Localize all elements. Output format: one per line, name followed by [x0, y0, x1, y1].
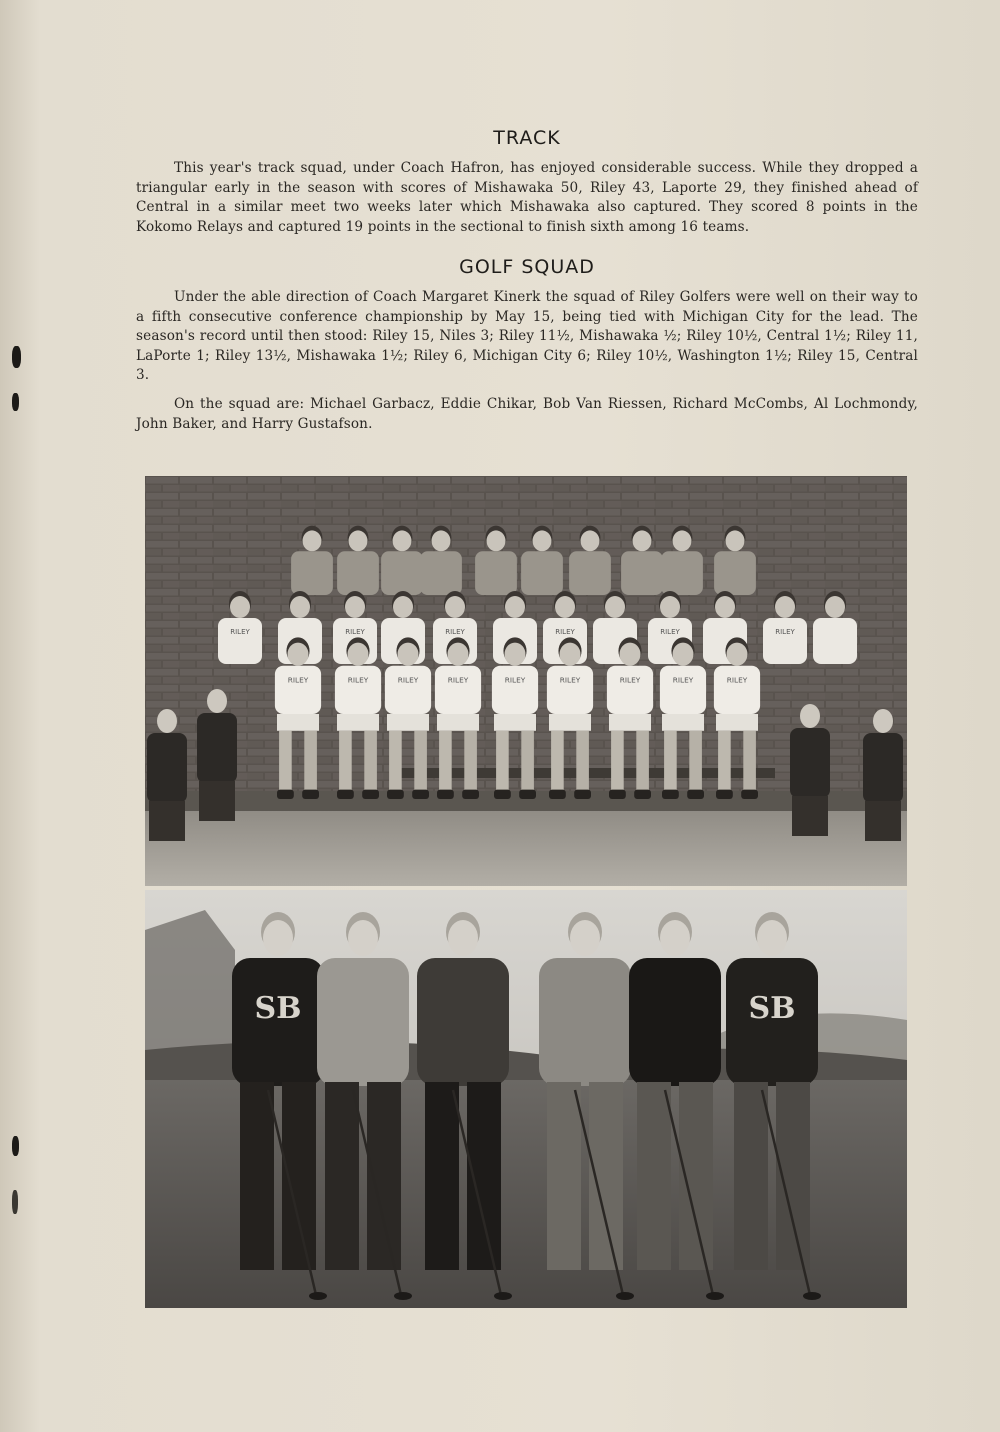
binding-mark: [12, 393, 19, 411]
svg-text:RILEY: RILEY: [397, 675, 419, 685]
golf-paragraph: Under the able direction of Coach Margaret Kinerk the squad of Riley Golfers were well on their way to a fifth consecutive conference championship by May 15, being tied with Michigan City for the lead. The season's record until then stood: Riley 15, Niles 3; Riley 11½, Mishawaka ½; Riley 10½, Central 1½; Riley 11, LaPorte 1; Riley 13½, Mishawaka 1½; Riley 6, Michigan City 6; Riley 10½, Washington 1½; Riley 15, Central 3.: [136, 289, 918, 384]
svg-text:RILEY: RILEY: [660, 628, 680, 636]
binding-mark: [12, 1190, 18, 1214]
svg-text:RILEY: RILEY: [672, 675, 694, 685]
svg-text:RILEY: RILEY: [619, 675, 641, 685]
track-team-photo: [145, 476, 907, 886]
golf-heading: GOLF SQUAD: [459, 256, 595, 278]
binding-mark: [12, 1136, 19, 1156]
sweater-monogram: SB: [748, 991, 796, 1026]
svg-text:RILEY: RILEY: [504, 675, 526, 685]
svg-text:RILEY: RILEY: [347, 675, 369, 685]
track-paragraph: This year's track squad, under Coach Hafron, has enjoyed considerable success. While they dropped a triangular early in the season with scores of Mishawaka 50, Riley 43, Laporte 29, they finished ahead of Central in a similar meet two weeks later which Mishawaka also captured. They scored 8 points in the Kokomo Relays and captured 19 points in the sectional to finish sixth among 16 teams.: [136, 160, 918, 235]
svg-text:RILEY: RILEY: [775, 628, 795, 636]
track-heading: TRACK: [493, 127, 561, 149]
track-section: [136, 127, 918, 237]
golf-section: [136, 256, 918, 434]
golf-team-photo: [145, 890, 907, 1308]
svg-text:RILEY: RILEY: [559, 675, 581, 685]
svg-text:RILEY: RILEY: [230, 628, 250, 636]
binding-mark: [12, 346, 21, 368]
golf-roster: On the squad are: Michael Garbacz, Eddie Chikar, Bob Van Riessen, Richard McCombs, Al Lochmondy, John Baker, and Harry Gustafson.: [136, 395, 918, 432]
svg-text:RILEY: RILEY: [445, 628, 465, 636]
sweater-monogram: SB: [254, 991, 302, 1026]
svg-text:RILEY: RILEY: [447, 675, 469, 685]
svg-text:RILEY: RILEY: [555, 628, 575, 636]
svg-text:RILEY: RILEY: [726, 675, 748, 685]
svg-text:RILEY: RILEY: [287, 675, 309, 685]
svg-text:RILEY: RILEY: [345, 628, 365, 636]
